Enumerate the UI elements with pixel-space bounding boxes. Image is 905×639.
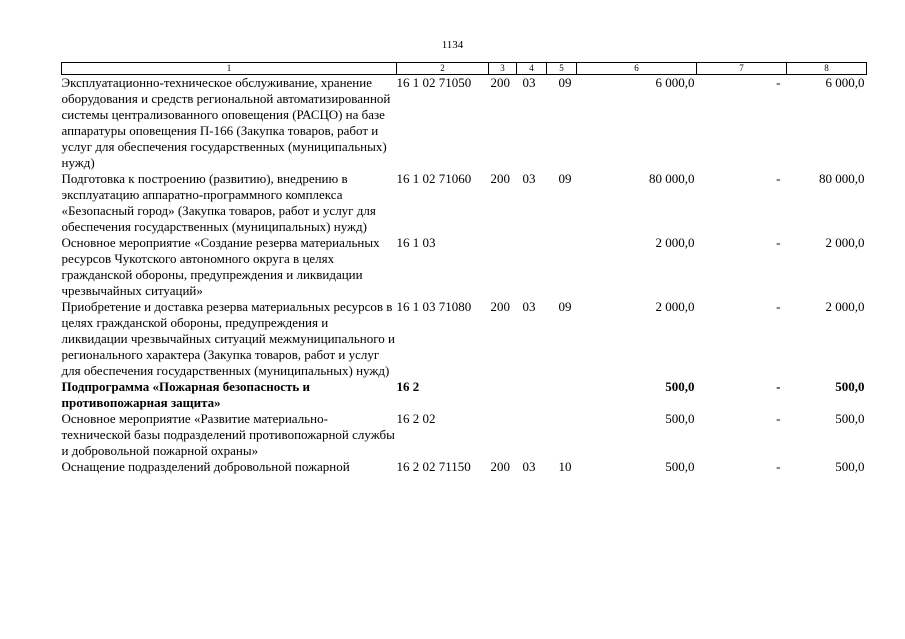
row-rz — [517, 379, 547, 411]
row-vr — [489, 411, 517, 459]
row-vr: 200 — [490, 75, 510, 90]
row-rz: 03 — [522, 75, 536, 90]
table-row — [62, 459, 867, 475]
table-row — [62, 235, 867, 299]
row-sum-6: 80 000,0 — [649, 171, 695, 186]
row-sum-8: 500,0 — [835, 411, 865, 426]
row-sum-6: 500,0 — [665, 379, 695, 394]
column-header-2: 2 — [397, 63, 489, 75]
row-sum-6: 2 000,0 — [655, 299, 695, 314]
row-sum-8: 2 000,0 — [825, 235, 865, 250]
column-number-row — [62, 63, 867, 75]
column-header-1: 1 — [62, 63, 397, 75]
row-code: 16 2 02 — [396, 411, 436, 426]
table-header — [62, 63, 867, 75]
row-sum-8: 80 000,0 — [819, 171, 865, 186]
row-vr: 200 — [490, 299, 510, 314]
column-header-7: 7 — [697, 63, 787, 75]
table-body — [62, 75, 867, 476]
row-vr: 200 — [490, 171, 510, 186]
row-sum-7: - — [776, 411, 781, 426]
row-sum-7: - — [776, 75, 781, 90]
row-sum-6: 6 000,0 — [655, 75, 695, 90]
row-name: Основное мероприятие «Создание резерва материальных ресурсов Чукотского автономного округа в целях гражданской обороны, предупреждения и ликвидации чрезвычайных ситуаций» — [61, 235, 380, 298]
row-sum-6: 500,0 — [665, 459, 695, 474]
table-row — [62, 171, 867, 235]
row-pr — [547, 411, 577, 459]
column-header-6: 6 — [577, 63, 697, 75]
row-vr — [489, 379, 517, 411]
row-pr — [547, 235, 577, 299]
row-rz: 03 — [522, 299, 536, 314]
column-header-8: 8 — [787, 63, 867, 75]
row-name: Подготовка к построению (развитию), внедрению в эксплуатацию аппаратно-программного комплекса «Безопасный город» (Закупка товаров, работ и услуг для обеспечения государственных (муниципальных) нужд) — [61, 171, 376, 234]
budget-table — [61, 62, 867, 475]
row-sum-7: - — [776, 379, 781, 394]
row-rz — [517, 411, 547, 459]
table-row — [62, 379, 867, 411]
row-rz: 03 — [522, 171, 536, 186]
row-sum-8: 500,0 — [835, 379, 865, 394]
table-row — [62, 411, 867, 459]
column-header-3: 3 — [489, 63, 517, 75]
row-pr: 09 — [558, 171, 572, 186]
row-sum-7: - — [776, 299, 781, 314]
row-sum-8: 6 000,0 — [825, 75, 865, 90]
row-sum-6: 2 000,0 — [655, 235, 695, 250]
row-code: 16 2 — [396, 379, 420, 394]
row-pr: 09 — [558, 299, 572, 314]
row-code: 16 1 03 71080 — [396, 299, 472, 314]
row-pr: 09 — [558, 75, 572, 90]
row-code: 16 1 02 71050 — [396, 75, 472, 90]
row-sum-7: - — [776, 235, 781, 250]
table-row — [62, 75, 867, 172]
row-vr: 200 — [490, 459, 510, 474]
row-name: Оснащение подразделений добровольной пожарной — [61, 459, 350, 474]
row-name: Основное мероприятие «Развитие материально-технической базы подразделений противопожарной службы и добровольной пожарной охраны» — [61, 411, 395, 458]
row-pr: 10 — [558, 459, 572, 474]
column-header-5: 5 — [547, 63, 577, 75]
row-name: Подпрограмма «Пожарная безопасность и противопожарная защита» — [61, 379, 311, 410]
row-code: 16 1 03 — [396, 235, 436, 250]
row-pr — [547, 379, 577, 411]
page-number: 1134 — [441, 39, 464, 51]
row-code: 16 1 02 71060 — [396, 171, 472, 186]
table-row — [62, 299, 867, 379]
row-sum-7: - — [776, 459, 781, 474]
row-sum-8: 2 000,0 — [825, 299, 865, 314]
row-sum-8: 500,0 — [835, 459, 865, 474]
row-vr — [489, 235, 517, 299]
row-code: 16 2 02 71150 — [396, 459, 471, 474]
column-header-4: 4 — [517, 63, 547, 75]
row-name: Эксплуатационно-техническое обслуживание, хранение оборудования и средств региональной автоматизированной системы централизованного оповещения (РАСЦО) на базе аппаратуры оповещения П-166 (Закупка товаров, работ и услуг для обеспечения государственных (муниципальных) нужд) — [61, 75, 391, 170]
row-name: Приобретение и доставка резерва материальных ресурсов в целях гражданской обороны, предупреждения и ликвидации чрезвычайных ситуаций межмуниципального и регионального характера (Закупка товаров, работ и услуг для обеспечения государственных (муниципальных) нужд) — [61, 299, 395, 378]
row-rz — [517, 235, 547, 299]
row-sum-7: - — [776, 171, 781, 186]
row-sum-6: 500,0 — [665, 411, 695, 426]
row-rz: 03 — [522, 459, 536, 474]
